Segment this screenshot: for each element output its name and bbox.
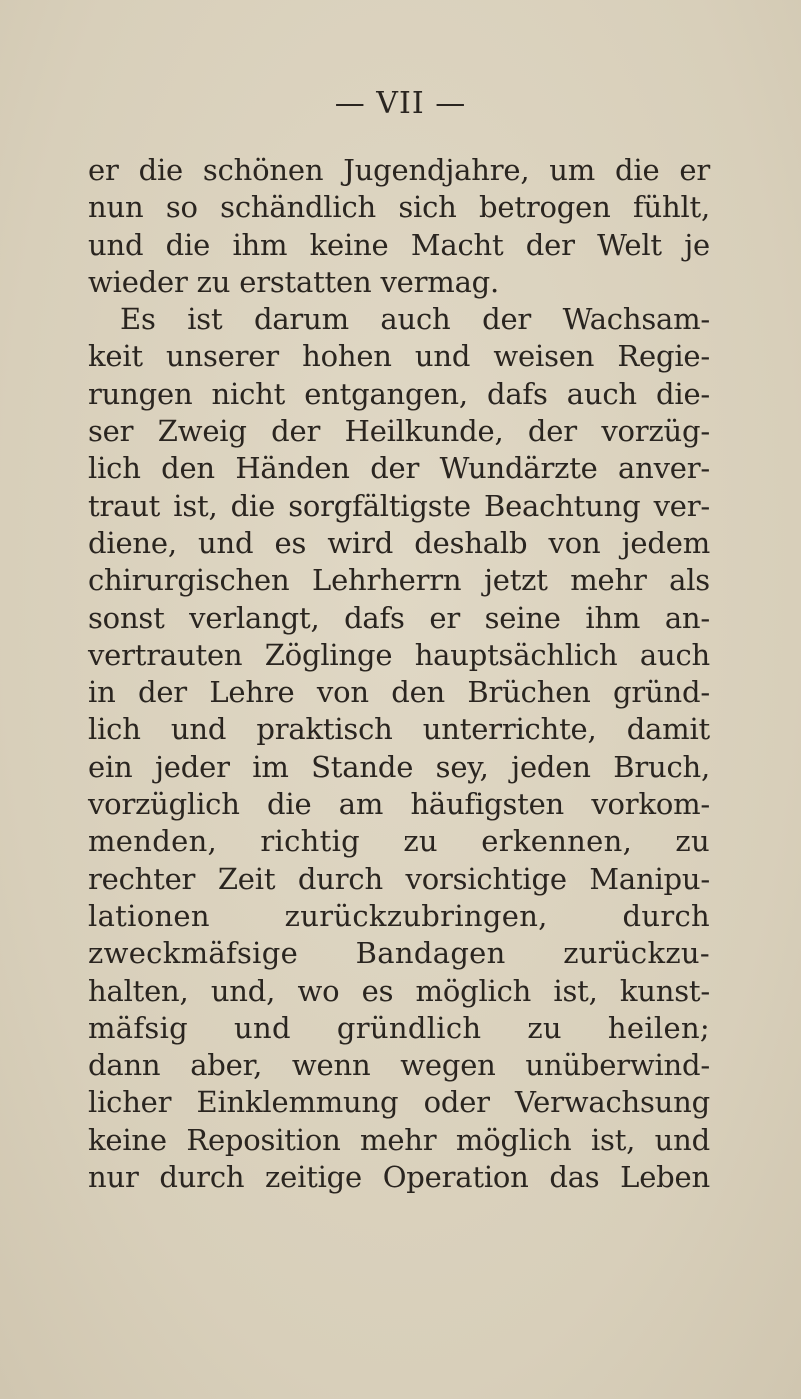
text-line: sonst verlangt, dafs er seine ihm an- [88, 600, 710, 635]
text-line: und die ihm keine Macht der Welt je [88, 227, 710, 262]
text-line: traut ist, die sorgfältigste Beachtung ver- [88, 488, 710, 523]
text-line: ein jeder im Stande sey, jeden Bruch, [88, 749, 710, 784]
text-line: in der Lehre von den Brüchen gründ- [88, 675, 710, 710]
text-line: mäfsig und gründlich zu heilen; [88, 1010, 710, 1045]
text-line: nur durch zeitige Operation das Leben [88, 1160, 710, 1195]
text-line: er die schönen Jugendjahre, um die er [88, 153, 710, 187]
text-line: nun so schändlich sich betrogen fühlt, [88, 190, 710, 225]
text-line: keit unserer hohen und weisen Regie- [88, 339, 710, 374]
text-line: vertrauten Zöglinge hauptsächlich auch [88, 637, 710, 672]
text-line: chirurgischen Lehrherrn jetzt mehr als [88, 563, 710, 598]
text-line: menden, richtig zu erkennen, zu [88, 824, 710, 859]
text-line: ser Zweig der Heilkunde, der vorzüg- [88, 414, 710, 449]
text-line: zweckmäfsige Bandagen zurückzu- [88, 936, 710, 971]
text-line: licher Einklemmung oder Verwachsung [88, 1085, 710, 1120]
text-line: wieder zu erstatten vermag. [88, 264, 500, 299]
page-number: — VII — [334, 86, 467, 121]
text-line: halten, und, wo es möglich ist, kunst- [88, 973, 710, 1008]
text-line: lich und praktisch unterrichte, damit [88, 712, 710, 747]
text-line: Es ist darum auch der Wachsam- [120, 302, 710, 337]
text-line: dann aber, wenn wegen unüberwind- [88, 1048, 710, 1083]
text-line: rungen nicht entgangen, dafs auch die- [88, 376, 710, 411]
body-text [88, 152, 710, 1196]
text-line: rechter Zeit durch vorsichtige Manipu- [88, 861, 710, 896]
text-line: lich den Händen der Wundärzte anver- [88, 451, 710, 486]
text-line: keine Reposition mehr möglich ist, und [88, 1122, 710, 1157]
text-line: diene, und es wird deshalb von jedem [88, 525, 710, 560]
text-line: vorzüglich die am häufigsten vorkom- [88, 787, 710, 822]
text-line: lationen zurückzubringen, durch [88, 898, 710, 933]
